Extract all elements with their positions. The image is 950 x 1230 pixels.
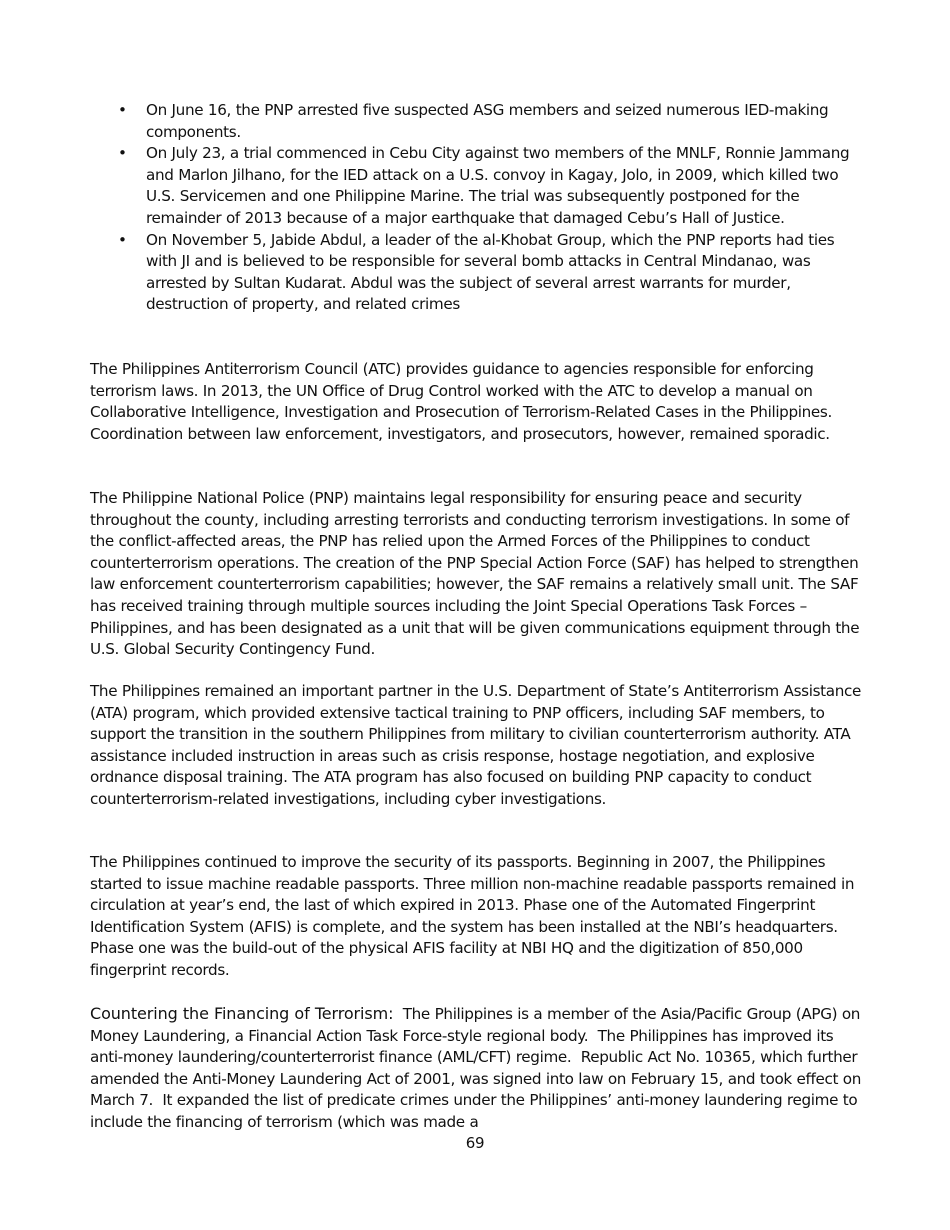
paragraph-pnp: The Philippine National Police (PNP) maintains legal responsibility for ensuring peace and security throughout the county, including arresting terrorists and conducting terrorism investigations. In some of the conflict-affected areas, the PNP has relied upon the Armed Forces of the Philippines to conduct counterterrorism operations. The creation of the PNP Special Action Force (SAF) has helped to strengthen law enforcement counterterrorism capabilities; however, the SAF remains a relatively small unit. The SAF has received training through multiple sources including the Joint Special Operations Task Forces – Philippines, and has been designated as a unit that will be given communications equipment through the U.S. Global Security Contingency Fund. bbox=[90, 489, 860, 659]
paragraph-ata: The Philippines remained an important partner in the U.S. Department of State’s Antiterrorism Assistance (ATA) program, which provided extensive tactical training to PNP officers, including SAF members, to support the transition in the southern Philippines from military to civilian counterterrorism authority. ATA assistance included instruction in areas such as crisis response, hostage negotiation, and explosive ordnance disposal training. The ATA program has also focused on building PNP capacity to conduct counterterrorism-related investigations, including cyber investigations. bbox=[90, 682, 861, 808]
event-bullet-list bbox=[118, 100, 866, 316]
paragraph-atc: The Philippines Antiterrorism Council (ATC) provides guidance to agencies responsible for enforcing terrorism laws. In 2013, the UN Office of Drug Control worked with the ATC to develop a manual on Collaborative Intelligence, Investigation and Prosecution of Terrorism-Related Cases in the Philippines. Coordination between law enforcement, investigators, and prosecutors, however, remained sporadic. bbox=[90, 360, 832, 443]
section-heading-cft: Countering the Financing of Terrorism: bbox=[90, 1004, 394, 1023]
bullet-item-june-16 bbox=[118, 100, 866, 143]
bullet-text: On July 23, a trial commenced in Cebu City against two members of the MNLF, Ronnie Jammang and Marlon Jilhano, for the IED attack on a U.S. convoy in Kagay, Jolo, in 2009, which killed two U.S. Servicemen and one Philippine Marine. The trial was subsequently postponed for the remainder of 2013 because of a major earthquake that damaged Cebu’s Hall of Justice. bbox=[146, 144, 850, 227]
bullet-text: On June 16, the PNP arrested five suspected ASG members and seized numerous IED-making components. bbox=[146, 101, 829, 141]
bullet-icon: • bbox=[118, 101, 127, 119]
paragraph-cft-body: The Philippines is a member of the Asia/Pacific Group (APG) on Money Laundering, a Financial Action Task Force-style regional body. The Philippines has improved its anti-money laundering/counterterrorist finance (AML/CFT) regime. Republic Act No. 10365, which further amended the Anti-Money Laundering Act of 2001, was signed into law on February 15, and took effect on March 7. It expanded the list of predicate crimes under the Philippines’ anti-money laundering regime to include the financing of terrorism (which was made a bbox=[90, 1005, 866, 1131]
bullet-text: On November 5, Jabide Abdul, a leader of the al-Khobat Group, which the PNP reports had ties with JI and is believed to be responsible for several bomb attacks in Central Mindanao, was arrested by Sultan Kudarat. Abdul was the subject of several arrest warrants for murder, destruction of property, and related crimes bbox=[146, 230, 835, 314]
paragraph-cft bbox=[90, 1003, 866, 1134]
bullet-icon: • bbox=[118, 230, 127, 249]
page-number: 69 bbox=[465, 1134, 485, 1152]
paragraph-passports: The Philippines continued to improve the security of its passports. Beginning in 2007, the Philippines started to issue machine readable passports. Three million non-machine readable passports remained in circulation at year’s end, the last of which expired in 2013. Phase one of the Automated Fingerprint Identification System (AFIS) is complete, and the system has been installed at the NBI’s headquarters. Phase one was the build-out of the physical AFIS facility at NBI HQ and the digitization of 850,000 fingerprint records. bbox=[90, 853, 855, 979]
bullet-item-november-5 bbox=[118, 230, 866, 316]
bullet-item-july-23 bbox=[118, 143, 866, 229]
bullet-icon: • bbox=[118, 144, 127, 163]
